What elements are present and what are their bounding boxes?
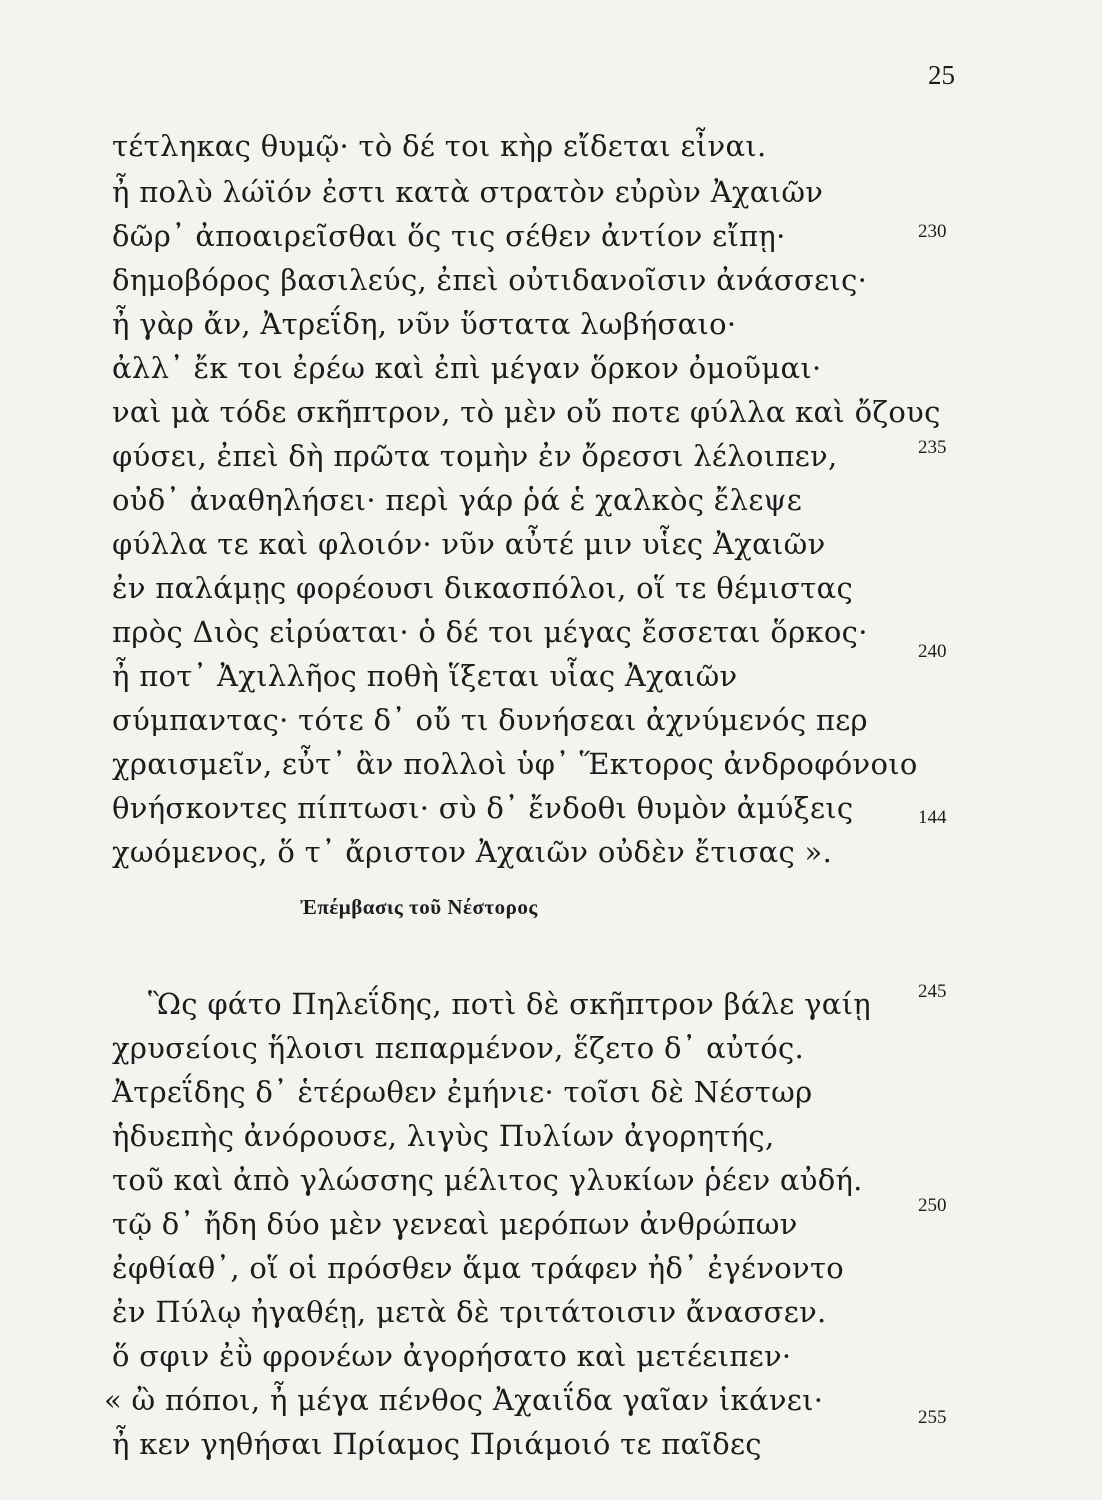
line-number: 235: [918, 437, 947, 458]
line-number: 230: [918, 221, 947, 242]
verse-line: πρὸς Διὸς εἰρύαται· ὁ δέ τοι μέγας ἔσσεται ὅρκος·: [112, 615, 868, 649]
line-number: 144: [918, 807, 947, 828]
verse-line: οὐδ᾽ ἀναθηλήσει· περὶ γάρ ῥά ἑ χαλκὸς ἔλεψε: [112, 483, 803, 517]
verse-line: ἦ γὰρ ἄν, Ἀτρεΐδη, νῦν ὕστατα λωβήσαιο·: [112, 307, 737, 341]
verse-line: « ὢ πόποι, ἦ μέγα πένθος Ἀχαιΐδα γαῖαν ἱκάνει·: [104, 1383, 824, 1417]
verse-line: ἡδυεπὴς ἀνόρουσε, λιγὺς Πυλίων ἀγορητής,: [112, 1119, 775, 1153]
verse-line: Ὣς φάτο Πηλεΐδης, ποτὶ δὲ σκῆπτρον βάλε γαίῃ: [148, 987, 871, 1021]
verse-line: Ἀτρεΐδης δ᾽ ἑτέρωθεν ἐμήνιε· τοῖσι δὲ Νέστωρ: [112, 1075, 813, 1109]
verse-line: ἦ ποτ᾽ Ἀχιλλῆος ποθὴ ἵξεται υἷας Ἀχαιῶν: [112, 659, 738, 693]
verse-line: ἐν Πύλῳ ἠγαθέῃ, μετὰ δὲ τριτάτοισιν ἄνασσεν.: [112, 1295, 827, 1329]
section-title: Ἐπέμβασις τοῦ Νέστορος: [300, 895, 538, 919]
verse-line: ἦ πολὺ λώϊόν ἐστι κατὰ στρατὸν εὐρὺν Ἀχαιῶν: [112, 175, 824, 209]
verse-line: χρυσείοις ἥλοισι πεπαρμένον, ἕζετο δ᾽ αὐτός.: [112, 1031, 805, 1065]
verse-line: τέτληκας θυμῷ· τὸ δέ τοι κὴρ εἴδεται εἶναι.: [112, 129, 767, 163]
verse-line: χραισμεῖν, εὖτ᾽ ἂν πολλοὶ ὑφ᾽ Ἕκτορος ἀνδροφόνοιο: [112, 747, 918, 781]
line-number: 240: [918, 641, 947, 662]
verse-line: τῷ δ᾽ ἤδη δύο μὲν γενεαὶ μερόπων ἀνθρώπων: [112, 1207, 798, 1241]
line-number: 245: [918, 981, 947, 1002]
line-number: 250: [918, 1195, 947, 1216]
verse-line: δῶρ᾽ ἀποαιρεῖσθαι ὅς τις σέθεν ἀντίον εἴπῃ·: [112, 219, 786, 253]
verse-line: θνήσκοντες πίπτωσι· σὺ δ᾽ ἔνδοθι θυμὸν ἀμύξεις: [112, 791, 854, 825]
verse-line: σύμπαντας· τότε δ᾽ οὔ τι δυνήσεαι ἀχνύμενός περ: [112, 703, 868, 737]
verse-line: ναὶ μὰ τόδε σκῆπτρον, τὸ μὲν οὔ ποτε φύλλα καὶ ὄζους: [112, 395, 941, 429]
verse-line: ἐφθίαθ᾽, οἵ οἱ πρόσθεν ἅμα τράφεν ἠδ᾽ ἐγένοντο: [112, 1251, 845, 1285]
verse-line: δημοβόρος βασιλεύς, ἐπεὶ οὐτιδανοῖσιν ἀνάσσεις·: [112, 263, 868, 297]
page-number: 25: [928, 60, 955, 90]
verse-line: χωόμενος, ὅ τ᾽ ἄριστον Ἀχαιῶν οὐδὲν ἔτισας ».: [112, 835, 833, 869]
verse-line: ἀλλ᾽ ἔκ τοι ἐρέω καὶ ἐπὶ μέγαν ὅρκον ὀμοῦμαι·: [112, 351, 822, 385]
verse-line: ἐν παλάμῃς φορέουσι δικασπόλοι, οἵ τε θέμιστας: [112, 571, 854, 605]
verse-line: τοῦ καὶ ἀπὸ γλώσσης μέλιτος γλυκίων ῥέεν αὐδή.: [112, 1163, 863, 1197]
verse-line: φύλλα τε καὶ φλοιόν· νῦν αὖτέ μιν υἷες Ἀχαιῶν: [112, 527, 826, 561]
line-number: 255: [918, 1407, 947, 1428]
verse-line: φύσει, ἐπεὶ δὴ πρῶτα τομὴν ἐν ὄρεσσι λέλοιπεν,: [112, 439, 838, 473]
verse-line: ἦ κεν γηθήσαι Πρίαμος Πριάμοιό τε παῖδες: [112, 1427, 762, 1461]
verse-line: ὅ σφιν ἐῢ φρονέων ἀγορήσατο καὶ μετέειπεν·: [112, 1339, 792, 1373]
